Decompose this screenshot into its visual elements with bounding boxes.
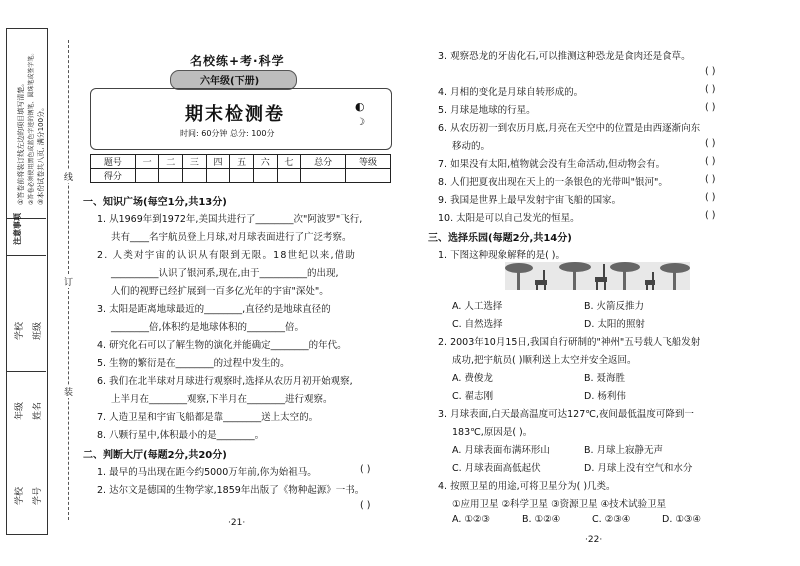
choice-2-option-b[interactable]: B. 聂海胜	[584, 373, 626, 384]
giraffe-illustration	[505, 262, 690, 290]
judge-8: 8. 人们把夏夜出现在天上的一条银色的光带叫"银河"。	[438, 177, 668, 188]
score-header-cell: 二	[159, 155, 183, 169]
judge-10-answer[interactable]: ( )	[705, 210, 716, 221]
score-header-cell: 四	[206, 155, 230, 169]
page-number-right: ·22·	[585, 535, 603, 545]
field-name: 姓名	[33, 401, 43, 420]
choice-1: 1. 下图这种现象解释的是( )。	[438, 250, 566, 261]
q2-line1: 2. 人类对宇宙的认识从有限到无限。18世纪以来,借助	[97, 250, 357, 261]
choice-2-option-d[interactable]: D. 杨利伟	[584, 391, 626, 402]
q2-line2: __________认识了银河系,现在,由于__________的出现,	[111, 268, 339, 279]
choice-3-line1: 3. 月球表面,白天最高温度可达127℃,夜间最低温度可降到一	[438, 409, 694, 420]
q1-line1: 1. 从1969年到1972年,美国共进行了________次"阿波罗"飞行,	[97, 214, 363, 225]
score-header-cell: 总分	[301, 155, 346, 169]
q3-line1: 3. 太阳是距离地球最近的________,直径约是地球直径的	[97, 304, 331, 315]
choice-3-option-b[interactable]: B. 月球上寂静无声	[584, 445, 664, 456]
score-header-cell: 三	[183, 155, 207, 169]
judge-2: 2. 达尔文是德国的生物学家,1859年出版了《物种起源》一书。	[97, 485, 365, 496]
q4: 4. 研究化石可以了解生物的演化并能确定________的年代。	[97, 340, 347, 351]
score-header-row	[91, 155, 391, 169]
choice-4-option-c[interactable]: C. ②③④	[592, 514, 631, 525]
choice-2-line2: 成功,把宇航员( )顺利送上太空并安全返回。	[452, 355, 637, 366]
judge-3-answer[interactable]: ( )	[705, 66, 716, 77]
grade-label: 六年级(下册)	[200, 76, 260, 87]
note-1: ①答卷前将装订线左边的项目填写清楚。	[17, 79, 25, 205]
q8: 8. 八颗行星中,体积最小的是________。	[97, 430, 265, 441]
score-cell[interactable]	[230, 169, 254, 183]
score-value-row	[91, 169, 391, 183]
section-3-title: 三、选择乐园(每题2分,共14分)	[428, 233, 572, 244]
judge-7: 7. 如果没有太阳,植物就会没有生命活动,但动物会有。	[438, 159, 666, 170]
moon-icon: ◐	[355, 100, 365, 113]
choice-1-option-a[interactable]: A. 人工选择	[452, 301, 503, 312]
judge-9-answer[interactable]: ( )	[705, 192, 716, 203]
judge-7-answer[interactable]: ( )	[705, 156, 716, 167]
score-header-cell: 题号	[91, 155, 136, 169]
choice-4-option-d[interactable]: D. ①③④	[662, 514, 701, 525]
exam-title: 期末检测卷	[185, 104, 285, 125]
choice-3-line2: 183℃,原因是( )。	[452, 427, 533, 438]
score-header-cell: 五	[230, 155, 254, 169]
choice-1-option-b[interactable]: B. 火箭反推力	[584, 301, 645, 312]
choice-3-option-d[interactable]: D. 月球上没有空气和水分	[584, 463, 693, 474]
q5: 5. 生物的繁衍是在________的过程中发生的。	[97, 358, 290, 369]
field-box-1	[6, 255, 46, 372]
judge-3: 3. 观察恐龙的牙齿化石,可以推测这种恐龙是食肉还是食草。	[438, 51, 691, 62]
q2-line3: 人们的视野已经扩展到一百多亿光年的宇宙"深处"。	[111, 286, 329, 297]
choice-2-option-a[interactable]: A. 费俊龙	[452, 373, 493, 384]
q7: 7. 人造卫星和宇宙飞船都是靠________送上太空的。	[97, 412, 319, 423]
judge-2-answer[interactable]: ( )	[360, 500, 371, 511]
section-2-title: 二、判断大厅(每题2分,共20分)	[83, 450, 227, 461]
score-cell[interactable]	[301, 169, 346, 183]
choice-2-option-c[interactable]: C. 翟志刚	[452, 391, 494, 402]
judge-1-answer[interactable]: ( )	[360, 464, 371, 475]
choice-3-option-a[interactable]: A. 月球表面布满环形山	[452, 445, 550, 456]
judge-5: 5. 月球是地球的行星。	[438, 105, 536, 116]
judge-6-answer[interactable]: ( )	[705, 138, 716, 149]
q6-line2: 上半月在________观察,下半月在________进行观察。	[111, 394, 333, 405]
score-header-cell: 七	[277, 155, 301, 169]
q6-line1: 6. 我们在北半球对月球进行观察时,选择从农历月初开始观察,	[97, 376, 353, 387]
choice-4-option-b[interactable]: B. ①②④	[522, 514, 561, 525]
score-table	[90, 154, 391, 183]
score-header-cell: 一	[135, 155, 159, 169]
score-cell[interactable]	[206, 169, 230, 183]
score-row-label: 得分	[91, 169, 136, 183]
choice-1-option-d[interactable]: D. 太阳的照射	[584, 319, 645, 330]
note-2: ②答卷必须使用黑色或蓝色字迹的钢笔、圆珠笔或签字笔。	[28, 49, 35, 205]
choice-1-option-c[interactable]: C. 自然选择	[452, 319, 503, 330]
binding-word-line: 线	[64, 170, 73, 183]
choice-4-option-a[interactable]: A. ①②③	[452, 514, 490, 525]
q1-line2: 共有____名宇航员登上月球,对月球表面进行了广泛考察。	[111, 232, 352, 243]
judge-9: 9. 我国是世界上最早发射宇宙飞船的国家。	[438, 195, 622, 206]
score-header-cell: 等级	[346, 155, 391, 169]
field-school: 学校	[15, 321, 25, 340]
judge-1: 1. 最早的马出现在距今约5000万年前,你为始祖马。	[97, 467, 317, 478]
judge-8-answer[interactable]: ( )	[705, 174, 716, 185]
choice-2-line1: 2. 2003年10月15日,我国自行研制的"神州"五号载人飞船发射	[438, 337, 701, 348]
field-grade: 年级	[15, 401, 25, 420]
choice-3-option-c[interactable]: C. 月球表面高低起伏	[452, 463, 541, 474]
notice-label: 注意事项	[13, 213, 22, 245]
judge-6-line1: 6. 从农历初一到农历月底,月亮在天空中的位置是由西逐渐向东	[438, 123, 701, 134]
judge-10: 10. 太阳是可以自己发光的恒星。	[438, 213, 580, 224]
score-cell[interactable]	[135, 169, 159, 183]
choice-4-items: ①应用卫星 ②科学卫星 ③资源卫星 ④技术试验卫星	[452, 499, 667, 510]
score-cell[interactable]	[346, 169, 391, 183]
judge-6-line2: 移动的。	[452, 141, 491, 152]
note-3: ③本份试卷共八页, 满分100分。	[37, 103, 45, 205]
page-number-left: ·21·	[228, 518, 246, 528]
score-cell[interactable]	[159, 169, 183, 183]
judge-4: 4. 月相的变化是月球自转形成的。	[438, 87, 584, 98]
binding-word-pack: 装	[64, 385, 73, 398]
judge-5-answer[interactable]: ( )	[705, 102, 716, 113]
choice-4: 4. 按照卫星的用途,可将卫星分为( )几类。	[438, 481, 616, 492]
judge-4-answer[interactable]: ( )	[705, 84, 716, 95]
brand-title: 名校练+考·科学	[190, 54, 285, 68]
score-cell[interactable]	[277, 169, 301, 183]
field-school-2: 学校	[15, 486, 25, 505]
field-class: 班级	[33, 321, 43, 340]
score-header-cell: 六	[253, 155, 277, 169]
score-cell[interactable]	[183, 169, 207, 183]
q3-line2: ________倍,体积约是地球体积的________倍。	[111, 322, 305, 333]
field-student-id: 学号	[33, 486, 43, 505]
exam-meta: 时间: 60分钟 总分: 100分	[180, 129, 275, 138]
binding-word-order: 订	[64, 275, 73, 288]
score-cell[interactable]	[253, 169, 277, 183]
section-1-title: 一、知识广场(每空1分,共13分)	[83, 197, 227, 208]
crescent-icon: ☽	[356, 117, 365, 128]
